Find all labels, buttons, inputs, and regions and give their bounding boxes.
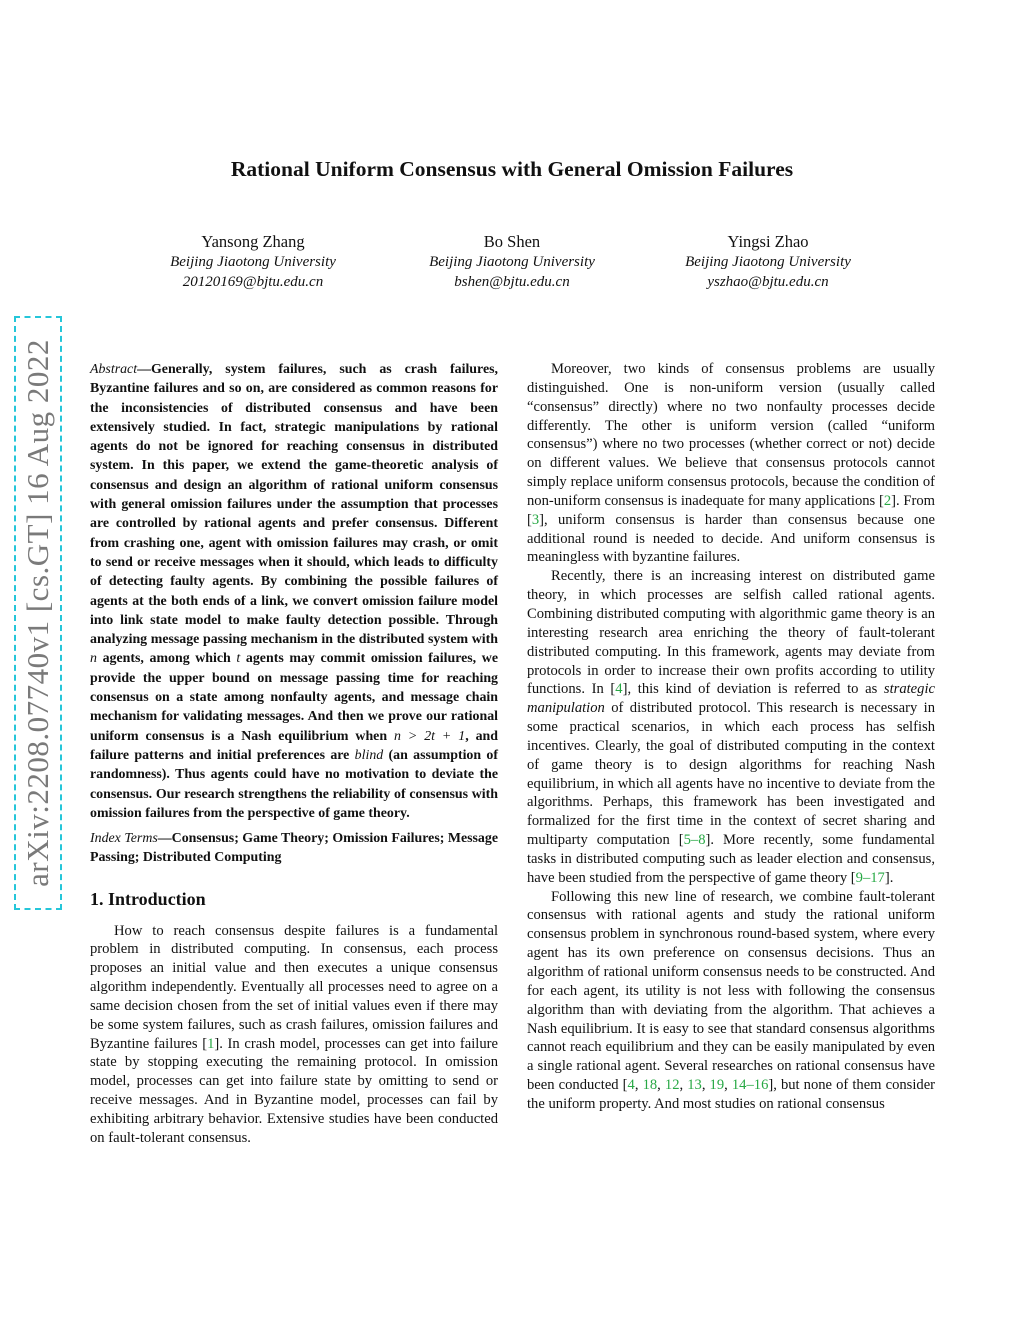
author-block — [638, 231, 898, 292]
author-email: 20120169@bjtu.edu.cn — [182, 274, 324, 290]
author-block — [382, 231, 642, 292]
author-name: Bo Shen — [483, 232, 541, 251]
citation-link[interactable]: 9 — [855, 869, 863, 886]
arxiv-stamp — [14, 316, 62, 910]
section-heading: 1. Introduction — [90, 888, 206, 909]
abstract-label: Abstract — [90, 362, 138, 377]
citation-link[interactable]: 14 — [731, 1077, 747, 1094]
author-name: Yansong Zhang — [201, 232, 305, 251]
math-inequality: n > 2t + 1 — [394, 728, 466, 744]
citation-link[interactable]: 19 — [709, 1077, 725, 1094]
index-terms-label: Index Terms — [90, 831, 158, 847]
right-column — [527, 360, 935, 1114]
author-name: Yingsi Zhao — [727, 232, 809, 251]
math-blind: blind — [354, 747, 384, 763]
citation-link[interactable]: 18 — [642, 1077, 658, 1094]
body-paragraph: Following this new line of research, we combine fault-tolerant consensus with rational agents and study the rational uniform consensus problem in synchronous round-based system, where every agent has its own preference on consensus decisions. Thus an algorithm of rational uniform consensus needs to be constructed. And for each agent, its utility is not less with following the consensus algorithm than with deviating from the algorithm. That achieves a Nash equilibrium. It is easy to see that standard consensus algorithms cannot reach equilibrium and they can be easily manipulated by even a single rational agent. Several researches on rational consensus have been conducted [4, 18, 12, 13, 19, 14–16], but none of them consider the uniform property. And most studies on rational consensus — [527, 888, 936, 1112]
left-column — [90, 360, 498, 1148]
author-affiliation: Beijing Jiaotong University — [170, 254, 336, 270]
citation-link[interactable]: 4 — [615, 681, 623, 698]
citation-link[interactable]: 5 — [683, 832, 691, 849]
math-t: t — [236, 651, 241, 667]
intro-paragraph: How to reach consensus despite failures is a fundamental problem in distributed computing. In consensus, each process proposes an initial value and then executes a unique consensus algorithm independently. Eventually all processes need to agree on a same decision chosen from the set of initial values even if there may be some system failures, such as crash failures, omission failures and Byzantine failures [1]. In crash model, processes can get into failure state by stopping executing the remaining protocol. In omission model, processes can get into failure state by omitting to send or receive messages. And in Byzantine model, processes can fail by exhibiting arbitrary behavior. Extensive studies have been conducted on fault-tolerant consensus. — [90, 922, 498, 1146]
author-email: yszhao@bjtu.edu.cn — [707, 274, 829, 290]
body-paragraph: Recently, there is an increasing interest on distributed game theory, in which processes are selfish called rational agents. Combining distributed computing with algorithmic game theory is an interesting research area enriching the theory of fault-tolerant distributed computing. In this framework, agents may deviate from protocols in order to increase their own profits according to utility functions. In [4], this kind of deviation is referred to as strategic manipulation of distributed protocol. This research is necessary in some practical scenarios, in which each process has selfish incentives. Clearly, the goal of distributed computing in the context of game theory is to design algorithms for reaching Nash equilibrium, in which all agents have no incentive to deviate from the algorithms. Perhaps, this framework has been investigated and formalized for the first time in the context of secret sharing and multiparty computation [5–8]. More recently, some fundamental tasks in distributed computing such as leader election and consensus, have been studied from the perspective of game theory [9–17]. — [527, 568, 935, 886]
abstract: Abstract—Generally, system failures, such as crash failures, Byzantine failures and so on, are considered as common reasons for the inconsistencies of distributed consensus and have been extensively studied. In fact, strategic manipulations by rational agents do not be ignored for reaching consensus in distributed system. In this paper, we extend the game-theoretic analysis of consensus and design an algorithm of rational uniform consensus with general omission failures under the assumption that processes are controlled by rational agents and prefer consensus. Different from crashing one, agent with omission failures may crash, or omit to send or receive messages when it should, which leads to difficulty of detecting faulty agents. By combining the possible failures of agents at the both ends of a link, we convert omission failure model into link state model to make faulty detection possible. Through analyzing message passing mechanism in the distributed system with n agents, among which t agents may commit omission failures, we provide the upper bound on message passing time for reaching consensus on a state among nonfaulty agents, and message chain mechanism for validating messages. And then we prove our rational uniform consensus is a Nash equilibrium when n > 2t + 1, and failure patterns and initial preferences are blind (an assumption of randomness). Thus agents could have no motivation to deviate the consensus. Our research strengthens the reliability of consensus with omission failures from the perspective of game theory. — [90, 362, 498, 821]
citation-link[interactable]: 2 — [883, 492, 892, 509]
citation-link[interactable]: 1 — [207, 1035, 215, 1052]
citation-link[interactable]: 3 — [531, 511, 540, 528]
index-terms: Index Terms—Consensus; Game Theory; Omission Failures; Message Passing; Distributed Computing — [90, 831, 498, 866]
citation-link[interactable]: 13 — [687, 1077, 702, 1094]
author-email: bshen@bjtu.edu.cn — [454, 274, 570, 290]
paper-title: Rational Uniform Consensus with General Omission Failures — [230, 157, 794, 181]
citation-link[interactable]: 17 — [870, 869, 885, 886]
math-n: n — [90, 651, 97, 667]
math-term: strategic manipulation — [527, 681, 935, 717]
author-affiliation: Beijing Jiaotong University — [429, 254, 595, 270]
citation-link[interactable]: 12 — [664, 1077, 680, 1094]
author-affiliation: Beijing Jiaotong University — [685, 254, 851, 270]
citation-link[interactable]: 4 — [627, 1077, 635, 1094]
author-block — [123, 231, 383, 292]
citation-link[interactable]: 8 — [698, 832, 706, 849]
body-paragraph: Moreover, two kinds of consensus problems are usually distinguished. One is non-uniform version (usually called “consensus” directly) where no two nonfaulty processes decide differently. The other is uniform version (called “uniform consensus”) where no two processes (whether correct or not) decide on different values. We believe that consensus protocols cannot simply replace uniform consensus protocols, because the condition of non-uniform consensus is inadequate for many applications [2]. From [3], uniform consensus is harder than consensus because one additional round is needed to decide. And uniform consensus is meaningless with byzantine failures. — [527, 361, 936, 566]
citation-link[interactable]: 16 — [753, 1077, 769, 1094]
arxiv-identifier: arXiv:2208.07740v1 [cs.GT] 16 Aug 2022 — [20, 339, 55, 887]
